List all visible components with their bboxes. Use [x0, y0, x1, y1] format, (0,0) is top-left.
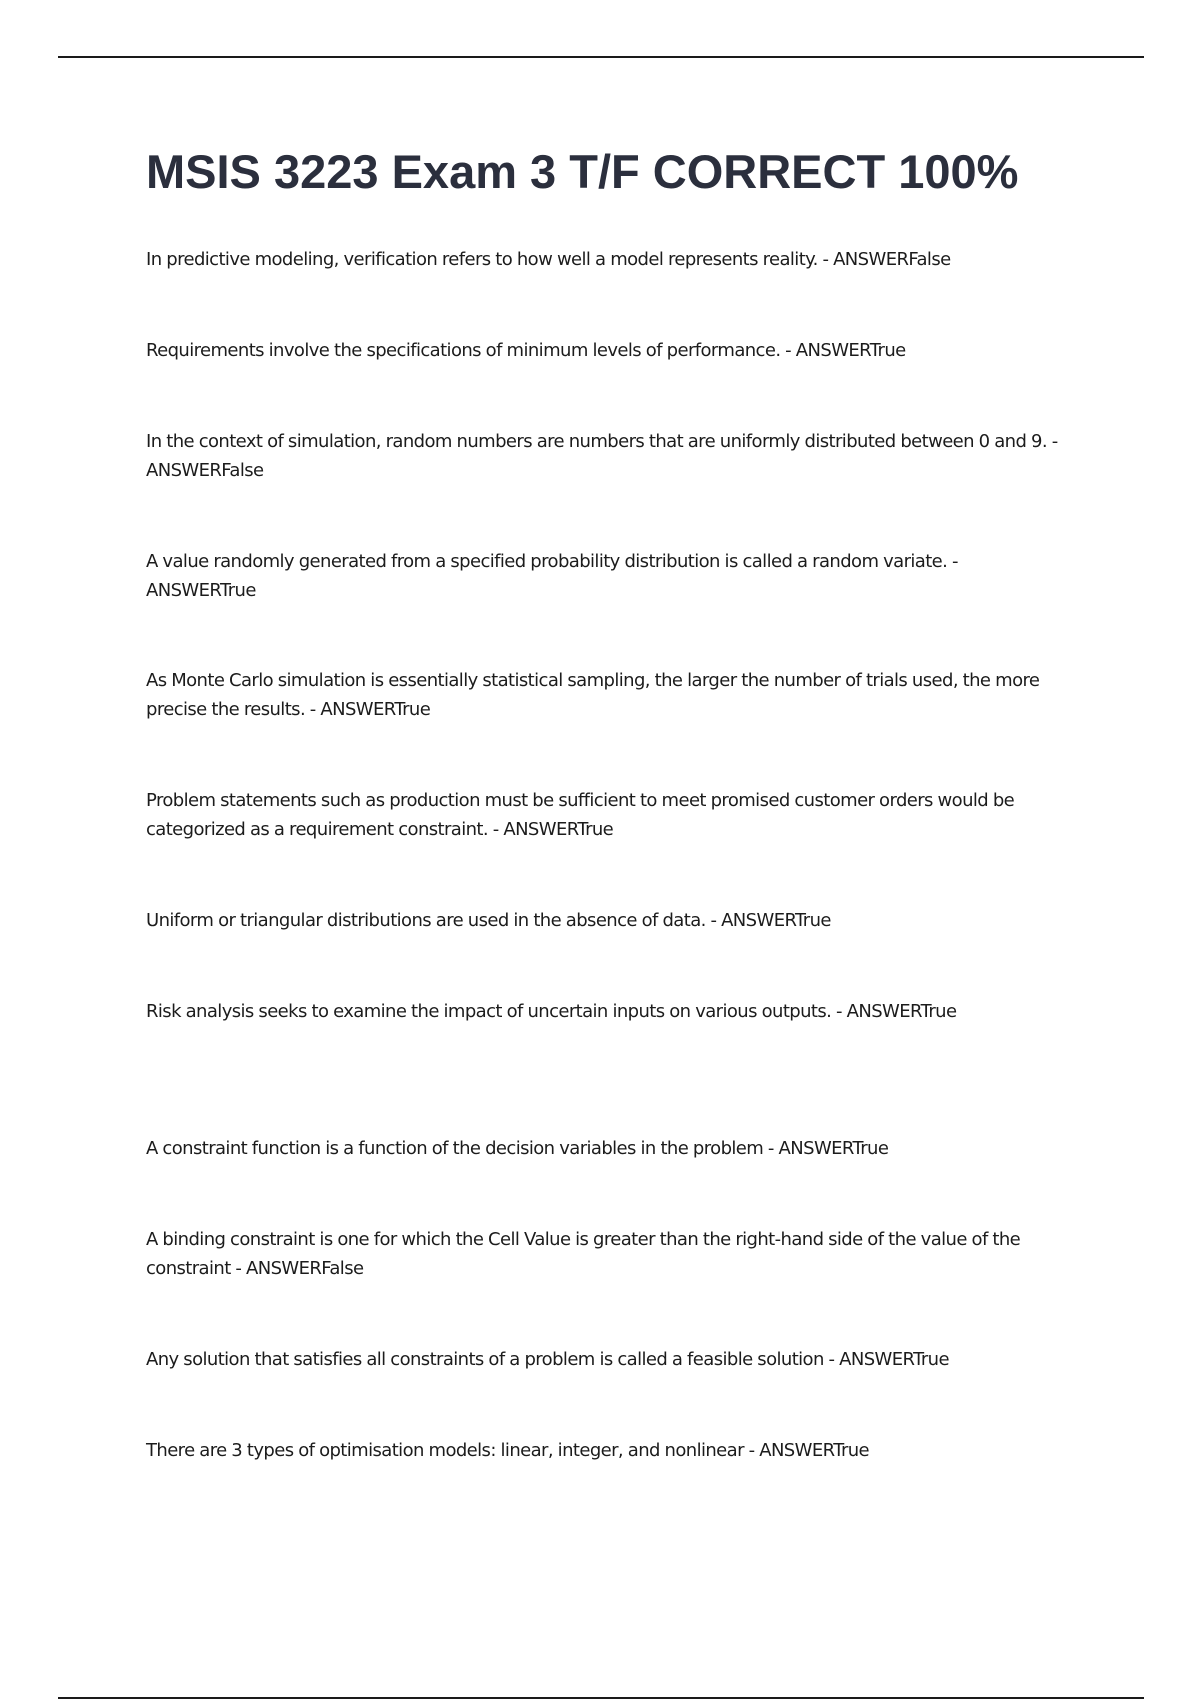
question-answer-item: A binding constraint is one for which the Cell Value is greater than the right-hand side of the value of the constraint - ANSWERFalse: [146, 1229, 1021, 1279]
question-answer-item: In the context of simulation, random numbers are numbers that are uniformly distributed between 0 and 9. - ANSWERFalse: [146, 431, 1058, 481]
question-answer-item: Requirements involve the specifications of minimum levels of performance. - ANSWERTrue: [146, 340, 906, 361]
question-answer-item: A value randomly generated from a specified probability distribution is called a random variate. - ANSWERTrue: [146, 551, 958, 601]
footer-rule: [58, 1697, 1144, 1699]
question-answer-item: A constraint function is a function of the decision variables in the problem - ANSWERTrue: [146, 1138, 889, 1159]
question-answer-item: There are 3 types of optimisation models: linear, integer, and nonlinear - ANSWERTrue: [146, 1440, 870, 1461]
header-rule: [58, 56, 1144, 58]
question-answer-item: Risk analysis seeks to examine the impact of uncertain inputs on various outputs. - ANSWERTrue: [146, 1001, 957, 1022]
document-title: MSIS 3223 Exam 3 T/F CORRECT 100%: [146, 145, 1019, 198]
question-answer-item: Problem statements such as production must be sufficient to meet promised customer orders would be categorized as a requirement constraint. - ANSWERTrue: [146, 790, 1015, 840]
question-answer-item: Uniform or triangular distributions are used in the absence of data. - ANSWERTrue: [146, 910, 831, 931]
question-answer-item: Any solution that satisfies all constraints of a problem is called a feasible solution - ANSWERTrue: [146, 1349, 949, 1370]
question-answer-item: In predictive modeling, verification refers to how well a model represents reality. - ANSWERFalse: [146, 249, 951, 270]
question-answer-item: As Monte Carlo simulation is essentially statistical sampling, the larger the number of trials used, the more precise the results. - ANSWERTrue: [146, 670, 1040, 720]
